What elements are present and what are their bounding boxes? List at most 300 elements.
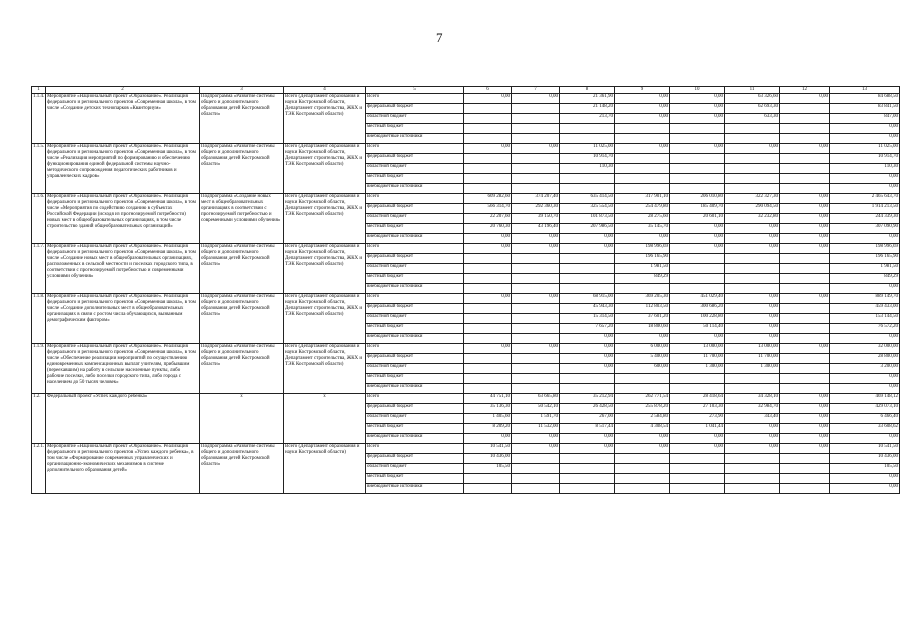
amount-cell: 39 150,70 [512, 214, 560, 224]
page-number: 7 [436, 30, 443, 45]
amount-cell [780, 304, 830, 314]
amount-cell: 0,00 [725, 234, 780, 244]
amount-cell: 0,00 [670, 334, 725, 344]
column-number-cell: 4 [284, 87, 366, 94]
amount-cell: 2 465 643,70 [830, 194, 900, 204]
amount-cell [560, 184, 615, 194]
amount-cell [512, 374, 560, 384]
amount-cell [780, 164, 830, 174]
amount-cell: 35 145,70 [615, 224, 670, 234]
amount-cell: 11 025,00 [560, 144, 615, 154]
amount-cell: 5 400,00 [615, 354, 670, 364]
amount-cell: 10 436,00 [830, 454, 900, 464]
funding-source-cell: Всего [366, 394, 464, 404]
amount-cell: 0,00 [780, 234, 830, 244]
activity-description-cell: Мероприятие «Национальный проект «Образование». Реализация федерального и регионального проектов «Успех каждого ребенка», в том числе «Формирование современных управленческих и организационно-экономических механизмов в системе дополнительного образования детей» [46, 444, 200, 494]
amount-cell: 10 914,70 [830, 154, 900, 164]
amount-cell [780, 454, 830, 464]
amount-cell: 7 657,20 [560, 324, 615, 334]
amount-cell: 0,00 [464, 94, 512, 104]
amount-cell: 0,00 [560, 434, 615, 444]
amount-cell [780, 484, 830, 494]
funding-source-cell: федеральный бюджет [366, 104, 464, 114]
amount-cell [725, 484, 780, 494]
amount-cell: 0,00 [464, 434, 512, 444]
activity-description-cell: Федеральный проект «Успех каждого ребенка» [46, 394, 200, 444]
funding-source-cell: федеральный бюджет [366, 204, 464, 214]
amount-cell: 0,00 [725, 434, 780, 444]
executor-cell: Всего (Департамент образования и науки Костромской области, Департамент строительства, ЖКХ и ТЭК Костромской области) [284, 194, 366, 244]
amount-cell [464, 114, 512, 124]
amount-cell: 3 200,00 [830, 364, 900, 374]
amount-cell [560, 174, 615, 184]
amount-cell [725, 384, 780, 394]
funding-source-cell: Всего [366, 294, 464, 304]
column-number-cell: 10 [670, 87, 725, 94]
executor-cell: х [284, 394, 366, 444]
amount-cell: 198 996,69 [615, 244, 670, 254]
amount-cell: 0,00 [725, 304, 780, 314]
subprogram-cell: х [200, 394, 284, 444]
amount-cell: 0,00 [725, 294, 780, 304]
amount-cell: 13 000,00 [670, 344, 725, 354]
amount-cell [615, 174, 670, 184]
funding-source-cell: внебюджетные источники [366, 484, 464, 494]
amount-cell: 8 209,20 [464, 424, 512, 434]
amount-cell [615, 124, 670, 134]
amount-cell: 0,00 [725, 224, 780, 234]
subprogram-cell: Подпрограмма «Создание новых мест в общеобразовательных организациях в соответствии с прогнозируемой потребностью и современными условиями обучения» [200, 194, 284, 244]
funding-source-cell: областной бюджет [366, 264, 464, 274]
amount-cell [670, 274, 725, 284]
amount-cell [725, 154, 780, 164]
table-row [32, 94, 900, 104]
amount-cell: 22 207,60 [464, 214, 512, 224]
amount-cell [780, 154, 830, 164]
amount-cell [464, 364, 512, 374]
amount-cell: 635 414,50 [560, 194, 615, 204]
funding-source-cell: областной бюджет [366, 114, 464, 124]
amount-cell: 0,00 [615, 234, 670, 244]
amount-cell [670, 154, 725, 164]
item-number-cell: 1.1.4. [32, 94, 46, 144]
amount-cell: 10 541,50 [830, 444, 900, 454]
amount-cell [464, 284, 512, 294]
funding-source-cell: областной бюджет [366, 364, 464, 374]
activity-description-cell: Мероприятие «Национальный проект «Образование». Реализация федерального и регионального проектов «Современная школа», в том числе «Создание детских технопарков «Кванториум» [46, 94, 200, 144]
funding-source-cell: местный бюджет [366, 124, 464, 134]
amount-cell: 0,00 [512, 344, 560, 354]
amount-cell: 300 686,20 [670, 304, 725, 314]
amount-cell [560, 384, 615, 394]
amount-cell: 292 360,30 [512, 204, 560, 214]
column-number-cell: 13 [830, 87, 900, 94]
amount-cell: 20 601,10 [670, 214, 725, 224]
amount-cell: 34 328,10 [725, 394, 780, 404]
amount-cell [512, 264, 560, 274]
amount-cell: 0,00 [615, 94, 670, 104]
subprogram-cell: Подпрограмма «Развитие системы общего и дополнительного образования детей Костромской области» [200, 144, 284, 194]
funding-source-cell: внебюджетные источники [366, 434, 464, 444]
amount-cell [780, 104, 830, 114]
amount-cell: 198 996,69 [830, 244, 900, 254]
amount-cell: 28 418,64 [670, 394, 725, 404]
amount-cell [464, 354, 512, 364]
amount-cell: 62 693,30 [725, 104, 780, 114]
amount-cell: 101 873,50 [560, 214, 615, 224]
funding-source-cell: областной бюджет [366, 314, 464, 324]
amount-cell [780, 354, 830, 364]
amount-cell: 0,00 [725, 314, 780, 324]
amount-cell [512, 324, 560, 334]
amount-cell: 0,00 [725, 144, 780, 154]
amount-cell [670, 124, 725, 134]
amount-cell [615, 154, 670, 164]
amount-cell: 0,00 [780, 344, 830, 354]
amount-cell: 847,00 [830, 114, 900, 124]
amount-cell: 0,00 [615, 334, 670, 344]
amount-cell: 0,00 [512, 234, 560, 244]
amount-cell [725, 164, 780, 174]
subprogram-cell: Подпрограмма «Развитие системы общего и дополнительного образования детей Костромской области» [200, 344, 284, 394]
amount-cell [780, 134, 830, 144]
funding-source-cell: федеральный бюджет [366, 304, 464, 314]
amount-cell [512, 154, 560, 164]
amount-cell: 6 000,00 [615, 344, 670, 354]
amount-cell: 0,00 [780, 404, 830, 414]
executor-cell: Всего (Департамент образования и науки Костромской области) [284, 444, 366, 494]
amount-cell [780, 264, 830, 274]
amount-cell: 0,00 [780, 444, 830, 454]
amount-cell [780, 114, 830, 124]
amount-cell: 0,00 [725, 334, 780, 344]
amount-cell: 325 554,50 [560, 204, 615, 214]
amount-cell [464, 124, 512, 134]
amount-cell: 21 148,20 [560, 104, 615, 114]
subprogram-cell: Подпрограмма «Развитие системы общего и дополнительного образования детей Костромской области» [200, 444, 284, 494]
amount-cell: 207 986,50 [560, 224, 615, 234]
amount-cell [512, 474, 560, 484]
amount-cell: 100 228,80 [670, 314, 725, 324]
table-row [32, 444, 900, 454]
amount-cell: 1 914 213,50 [830, 204, 900, 214]
amount-cell: 10 541,50 [464, 444, 512, 454]
amount-cell: 0,00 [670, 444, 725, 454]
amount-cell [560, 274, 615, 284]
amount-cell [725, 454, 780, 464]
amount-cell: 206 010,80 [670, 194, 725, 204]
amount-cell [512, 384, 560, 394]
amount-cell [464, 174, 512, 184]
amount-cell: 0,00 [830, 334, 900, 344]
amount-cell: 0,00 [512, 444, 560, 454]
amount-cell: 11 700,00 [725, 354, 780, 364]
amount-cell: 18 800,60 [615, 324, 670, 334]
amount-cell [780, 474, 830, 484]
item-number-cell: 1.1.7. [32, 244, 46, 294]
executor-cell: Всего (Департамент образования и науки Костромской области, Департамент строительства, ЖКХ и ТЭК Костромской области) [284, 344, 366, 394]
amount-cell: 1 591,70 [512, 414, 560, 424]
amount-cell [780, 284, 830, 294]
amount-cell: 0,00 [780, 414, 830, 424]
amount-cell: 0,00 [615, 144, 670, 154]
amount-cell: 63 665,80 [512, 394, 560, 404]
amount-cell: 0,00 [615, 434, 670, 444]
activity-description-cell: Мероприятие «Национальный проект «Образование». Реализация федерального и регионального проектов «Современная школа», в том числе «Создание дополнительных мест в общеобразовательных организациях в связи с ростом числа обучающихся, вызванным демографическим фактором» [46, 294, 200, 344]
amount-cell: 0,00 [670, 104, 725, 114]
amount-cell: 0,00 [670, 144, 725, 154]
amount-cell: 112 803,50 [615, 304, 670, 314]
activity-description-cell: Мероприятие «Национальный проект «Образование». Реализация федерального и регионального проектов «Современная школа», в том числе «Мероприятия по содействию созданию в субъектах Российской Федерации (исходя из прогнозируемой потребности) новых мест в общеобразовательных организациях, в том числе строительство зданий общеобразовательных организаций» [46, 194, 200, 244]
executor-cell: Всего (Департамент образования и науки Костромской области, Департамент строительства, ЖКХ и ТЭК Костромской области) [284, 94, 366, 144]
amount-cell [725, 254, 780, 264]
amount-cell: 76 572,20 [830, 324, 900, 334]
amount-cell [725, 464, 780, 474]
amount-cell: 0,00 [560, 334, 615, 344]
amount-cell [512, 304, 560, 314]
amount-cell [780, 384, 830, 394]
funding-source-cell: местный бюджет [366, 474, 464, 484]
item-number-cell: 1.1.5. [32, 144, 46, 194]
amount-cell: 0,00 [830, 374, 900, 384]
amount-cell: 0,00 [830, 134, 900, 144]
funding-source-cell: местный бюджет [366, 224, 464, 234]
column-number-cell: 3 [200, 87, 284, 94]
funding-source-cell: местный бюджет [366, 274, 464, 284]
amount-cell: 0,00 [780, 394, 830, 404]
amount-cell: 0,00 [464, 244, 512, 254]
table-row [32, 144, 900, 154]
amount-cell: 0,00 [780, 194, 830, 204]
amount-cell: 10 436,00 [464, 454, 512, 464]
amount-cell [464, 324, 512, 334]
funding-source-cell: федеральный бюджет [366, 354, 464, 364]
amount-cell: 105,50 [830, 464, 900, 474]
amount-cell: 469 148,12 [830, 394, 900, 404]
executor-cell: Всего (Департамент образования и науки Костромской области, Департамент строительства, ЖКХ и ТЭК Костромской области) [284, 294, 366, 344]
amount-cell [512, 164, 560, 174]
amount-cell [512, 124, 560, 134]
amount-cell: 0,00 [512, 434, 560, 444]
amount-cell [725, 284, 780, 294]
activity-description-cell: Мероприятие «Национальный проект «Образование». Реализация федерального и регионального проектов «Современная школа», в том числе «Создание новых мест в общеобразовательных организациях, расположенных в сельской местности и поселках городского типа, в соответствии с прогнозируемой потребностью и современными условиями обучения» [46, 244, 200, 294]
amount-cell [512, 284, 560, 294]
amount-cell [464, 314, 512, 324]
column-number-cell: 8 [560, 87, 615, 94]
amount-cell: 290 094,50 [725, 204, 780, 214]
item-number-cell: 1.1.6. [32, 194, 46, 244]
funding-source-cell: внебюджетные источники [366, 234, 464, 244]
amount-cell: 0,00 [560, 234, 615, 244]
table-row [32, 194, 900, 204]
amount-cell: 0,00 [780, 94, 830, 104]
amount-cell: 0,00 [830, 434, 900, 444]
amount-cell: 50 542,10 [512, 404, 560, 414]
item-number-cell: 1.2.1. [32, 444, 46, 494]
amount-cell [464, 254, 512, 264]
amount-cell [512, 134, 560, 144]
amount-cell: 255 878,20 [615, 404, 670, 414]
amount-cell: 10 914,70 [560, 154, 615, 164]
amount-cell: 889 149,70 [830, 294, 900, 304]
amount-cell [560, 254, 615, 264]
amount-cell: 0,00 [725, 424, 780, 434]
amount-cell: 429 073,10 [830, 404, 900, 414]
amount-cell: 43 196,40 [512, 224, 560, 234]
amount-cell: 849,29 [615, 274, 670, 284]
amount-cell: 32 232,80 [725, 214, 780, 224]
amount-cell: 0,00 [560, 344, 615, 354]
amount-cell [512, 334, 560, 344]
amount-cell: 0,00 [830, 174, 900, 184]
amount-cell [464, 134, 512, 144]
amount-cell [512, 314, 560, 324]
amount-cell [512, 254, 560, 264]
amount-cell [670, 464, 725, 474]
amount-cell: 0,00 [615, 444, 670, 454]
amount-cell [464, 104, 512, 114]
amount-cell [670, 374, 725, 384]
item-number-cell: 1.2. [32, 394, 46, 444]
amount-cell [560, 464, 615, 474]
amount-cell [615, 184, 670, 194]
amount-cell [780, 174, 830, 184]
funding-source-cell: местный бюджет [366, 174, 464, 184]
item-number-cell: 1.1.9. [32, 344, 46, 394]
amount-cell [670, 474, 725, 484]
amount-cell [725, 374, 780, 384]
amount-cell: 0,00 [670, 434, 725, 444]
amount-cell: 1 405,60 [464, 414, 512, 424]
amount-cell: 0,00 [615, 114, 670, 124]
amount-cell: 322 327,30 [725, 194, 780, 204]
amount-cell: 267,00 [560, 414, 615, 424]
amount-cell: 369 205,30 [615, 294, 670, 304]
amount-cell [464, 304, 512, 314]
amount-cell [670, 264, 725, 274]
amount-cell [464, 334, 512, 344]
amount-cell: 2 584,80 [615, 414, 670, 424]
amount-cell [780, 124, 830, 134]
amount-cell: 21 361,90 [560, 94, 615, 104]
amount-cell [512, 354, 560, 364]
amount-cell [780, 314, 830, 324]
amount-cell [780, 374, 830, 384]
funding-source-cell: Всего [366, 344, 464, 354]
amount-cell: 84 688,50 [830, 94, 900, 104]
table-row [32, 244, 900, 254]
amount-cell [670, 284, 725, 294]
amount-cell [780, 184, 830, 194]
funding-source-cell: местный бюджет [366, 324, 464, 334]
amount-cell: 35 212,94 [560, 394, 615, 404]
amount-cell: 459 433,00 [830, 304, 900, 314]
amount-cell: 0,00 [780, 204, 830, 214]
table-row [32, 294, 900, 304]
amount-cell [464, 164, 512, 174]
amount-cell: 343,40 [725, 414, 780, 424]
amount-cell: 153 144,50 [830, 314, 900, 324]
amount-cell: 262 771,54 [615, 394, 670, 404]
column-number-cell: 2 [46, 87, 200, 94]
amount-cell [615, 484, 670, 494]
amount-cell: 0,00 [725, 244, 780, 254]
amount-cell: 0,00 [670, 234, 725, 244]
amount-cell: 63 326,60 [725, 94, 780, 104]
amount-cell: 0,00 [464, 344, 512, 354]
amount-cell: 0,00 [830, 234, 900, 244]
amount-cell [464, 274, 512, 284]
amount-cell: 566 314,70 [464, 204, 512, 214]
amount-cell [512, 104, 560, 114]
amount-cell [780, 334, 830, 344]
amount-cell: 600,00 [615, 364, 670, 374]
amount-cell [725, 124, 780, 134]
amount-cell: 1 041,44 [670, 424, 725, 434]
subprogram-cell: Подпрограмма «Развитие системы общего и дополнительного образования детей Костромской области» [200, 94, 284, 144]
amount-cell: 451 029,40 [670, 294, 725, 304]
amount-cell: 0,00 [780, 244, 830, 254]
funding-source-cell: Всего [366, 144, 464, 154]
amount-cell: 11 532,00 [512, 424, 560, 434]
amount-cell: 609 282,60 [464, 194, 512, 204]
amount-cell [670, 184, 725, 194]
amount-cell: 11 025,00 [830, 144, 900, 154]
amount-cell: 1 300,00 [725, 364, 780, 374]
amount-cell: 0,00 [725, 444, 780, 454]
amount-cell: 0,00 [780, 144, 830, 154]
amount-cell [725, 264, 780, 274]
amount-cell [780, 364, 830, 374]
amount-cell [615, 134, 670, 144]
column-number-cell: 6 [464, 87, 512, 94]
amount-cell: 50 114,40 [670, 324, 725, 334]
amount-cell [560, 284, 615, 294]
amount-cell: 11 700,00 [670, 354, 725, 364]
amount-cell: 1 300,00 [670, 364, 725, 374]
amount-cell: 0,00 [830, 384, 900, 394]
column-number-cell: 9 [615, 87, 670, 94]
amount-cell: 244 339,30 [830, 214, 900, 224]
amount-cell [780, 324, 830, 334]
funding-source-cell: Всего [366, 94, 464, 104]
column-number-cell: 1 [32, 87, 46, 94]
amount-cell: 28 275,60 [615, 214, 670, 224]
amount-cell [512, 464, 560, 474]
amount-cell [780, 274, 830, 284]
amount-cell: 0,00 [512, 294, 560, 304]
amount-cell: 273,90 [670, 414, 725, 424]
amount-cell: 0,00 [560, 444, 615, 454]
amount-cell [725, 274, 780, 284]
amount-cell [725, 184, 780, 194]
amount-cell [725, 174, 780, 184]
amount-cell [560, 134, 615, 144]
amount-cell: 13 000,00 [725, 344, 780, 354]
amount-cell [560, 474, 615, 484]
amount-cell: 0,00 [830, 284, 900, 294]
budget-table [31, 86, 900, 494]
amount-cell [464, 184, 512, 194]
amount-cell: 0,00 [780, 294, 830, 304]
amount-cell [615, 164, 670, 174]
amount-cell: 0,00 [615, 104, 670, 114]
amount-cell [512, 174, 560, 184]
amount-cell [512, 114, 560, 124]
amount-cell [615, 464, 670, 474]
column-number-cell: 7 [512, 87, 560, 94]
funding-source-cell: федеральный бюджет [366, 154, 464, 164]
